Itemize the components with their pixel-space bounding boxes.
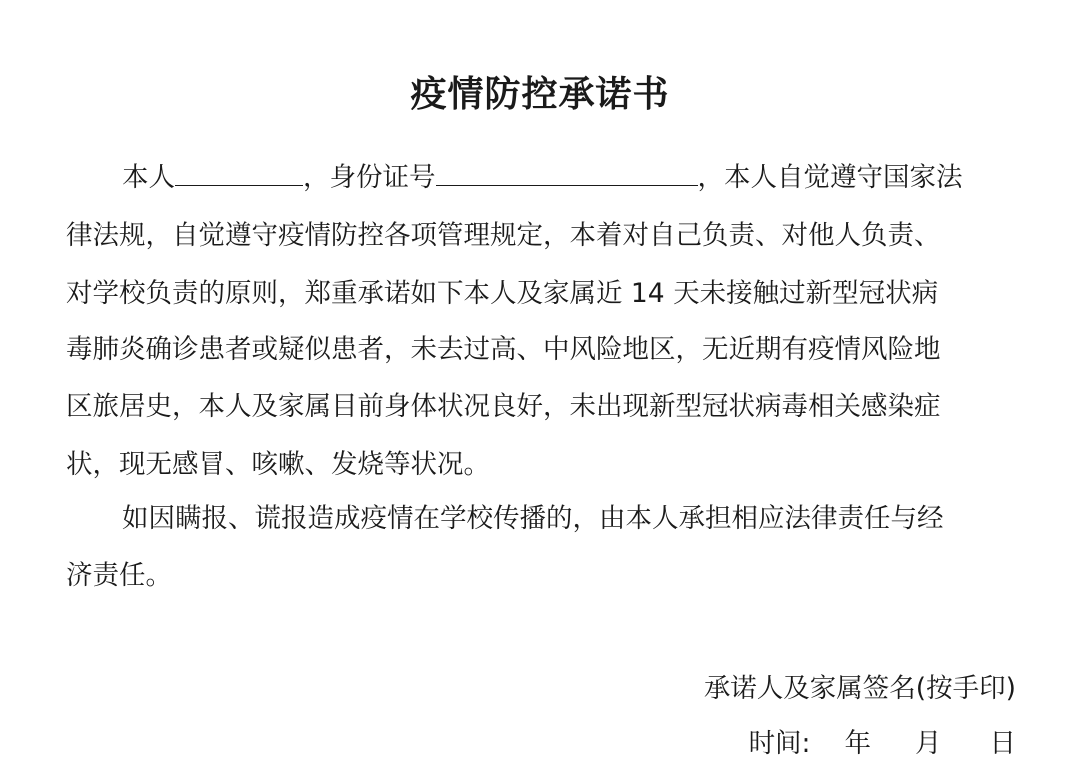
paragraph-1-line-6: 状，现无感冒、咳嗽、发烧等状况。 [66, 449, 490, 480]
day-label: 日 [989, 728, 1016, 759]
document-title: 疫情防控承诺书 [410, 74, 670, 115]
id-label: ，身份证号 [303, 162, 436, 193]
paragraph-1-line-1 [66, 158, 1026, 198]
paragraph-1-line-1-tail: ，本人自觉遵守国家法 [697, 162, 963, 193]
paragraph-1-line-2: 律法规，自觉遵守疫情防控各项管理规定，本着对自己负责、对他人负责、 [66, 220, 941, 251]
month-label: 月 [915, 728, 942, 759]
name-label: 本人 [122, 162, 175, 193]
year-label: 年 [844, 728, 871, 759]
paragraph-1-line-4: 毒肺炎确诊患者或疑似患者，未去过高、中风险地区，无近期有疫情风险地 [66, 334, 941, 365]
paragraph-1-line-5: 区旅居史，本人及家属目前身体状况良好，未出现新型冠状病毒相关感染症 [66, 391, 941, 422]
id-number-blank[interactable] [436, 159, 698, 186]
date-label: 时间: [748, 728, 811, 759]
paragraph-2-line-2: 济责任。 [66, 560, 172, 591]
date-line [749, 724, 1016, 764]
paragraph-2-line-1: 如因瞒报、谎报造成疫情在学校传播的，由本人承担相应法律责任与经 [122, 503, 944, 534]
signature-label: 承诺人及家属签名(按手印) [703, 673, 1016, 704]
name-blank[interactable] [175, 159, 303, 186]
paragraph-1-line-3: 对学校负责的原则，郑重承诺如下本人及家属近 14 天未接触过新型冠状病 [66, 278, 939, 309]
